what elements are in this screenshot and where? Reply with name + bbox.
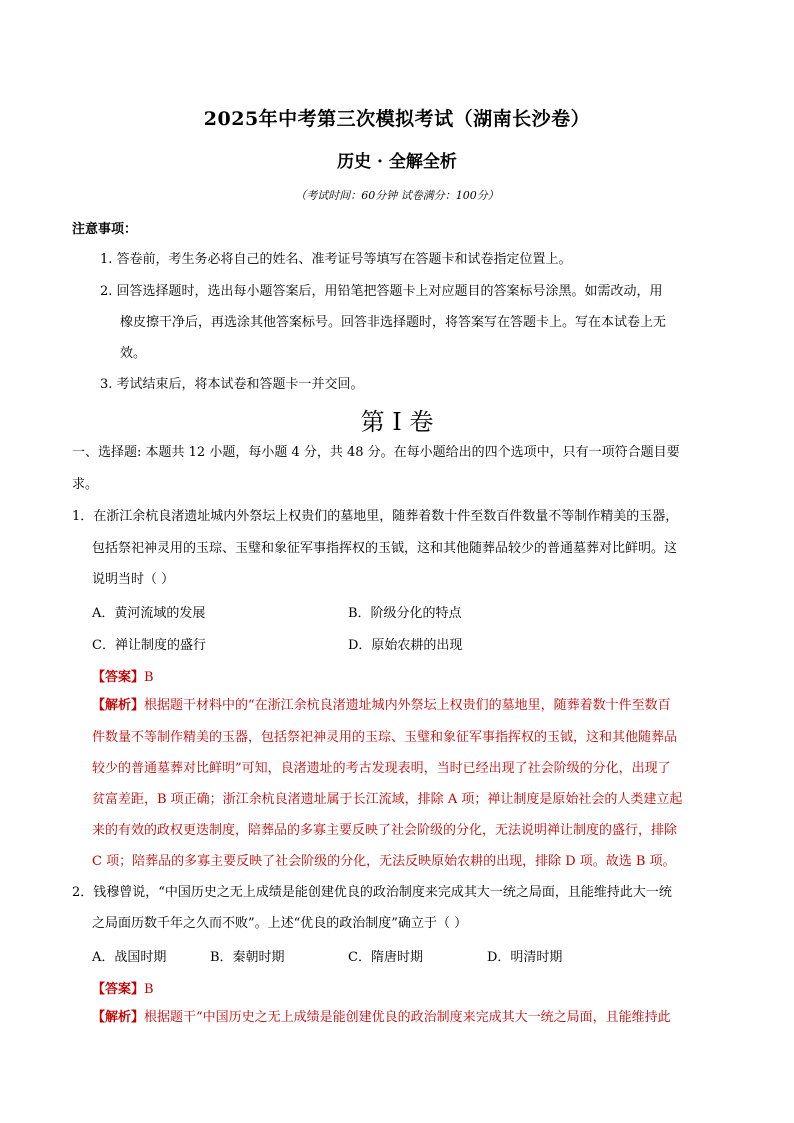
section-intro: 一、选择题: 本题共 12 小题，每小题 4 分，共 48 分。在每小题给出的四个选项中，只有一项符合题目要 [72, 445, 680, 460]
q2-stem: 2．钱穆曾说，“中国历史之无上成绩是能创建优良的政治制度来完成其大一统之局面，且能维持此大一统 [72, 885, 672, 900]
q2-option-d: D．明清时期 [487, 950, 563, 965]
q1-analysis-line-3: 较少的普通墓葬对比鲜明”可知，良渚遗址的考古发现表明，当时已经出现了社会阶级的分化，出现了 [92, 761, 671, 776]
q1-analysis-line-4: 贫富差距，B 项正确；浙江余杭良渚遗址属于长江流域，排除 A 项；禅让制度是原始社会的人类建立起 [92, 792, 683, 807]
q2-answer-tag: 【答案】 [92, 982, 145, 997]
q1-analysis [92, 697, 671, 715]
exam-info: （考试时间：60分钟 试卷满分：100分） [295, 189, 499, 202]
q2-option-a: A．战国时期 [92, 950, 167, 965]
notice-item-2-cont: 橡皮擦干净后，再选涂其他答案标号。回答非选择题时，将答案写在答题卡上。写在本试卷上无 [120, 315, 667, 330]
q2-analysis-tag: 【解析】 [92, 1010, 145, 1025]
q1-option-d: D．原始农耕的出现 [348, 638, 463, 653]
q1-analysis-tag: 【解析】 [92, 698, 145, 713]
q1-answer [92, 666, 154, 685]
page-subtitle: 历史 · 全解全析 [337, 152, 457, 172]
q2-analysis-text: 根据题干 [144, 1010, 197, 1025]
q1-answer-tag: 【答案】 [92, 670, 145, 685]
q2-stem-cont: 之局面历数千年之久而不败”。上述“优良的政治制度”确立于（ ） [92, 916, 468, 931]
q1-option-b: B．阶级分化的特点 [348, 606, 462, 621]
section-intro-cont: 求。 [72, 477, 99, 492]
q1-stem-cont: 包括祭祀神灵用的玉琮、玉璧和象征军事指挥权的玉钺，这和其他随葬品较少的普通墓葬对比鲜明。这 [92, 541, 678, 556]
q2-option-c: C．隋唐时期 [348, 950, 423, 965]
q2-answer [92, 978, 154, 997]
page-title: 2025年中考第三次模拟考试（湖南长沙卷） [203, 108, 591, 130]
q1-analysis-text: 根据题干材料中的 [144, 698, 249, 713]
q1-analysis-line-6: C 项；陪葬品的多寡主要反映了社会阶级的分化，无法反映原始农耕的出现，排除 D 项。故选 B 项。 [92, 854, 676, 869]
q2-analysis [92, 1009, 671, 1027]
q1-analysis-quote: “在浙江余杭良渚遗址城内外祭坛上权贵们的墓地里，随葬着数十件至数百 [248, 698, 671, 713]
q1-stem-cont2: 说明当时（ ） [92, 572, 175, 587]
section-heading: 第 I 卷 [360, 408, 434, 436]
q2-option-b: B．秦朝时期 [210, 950, 285, 965]
notice-item-1: 1. 答卷前，考生务必将自己的姓名、准考证号等填写在答题卡和试卷指定位置上。 [100, 252, 572, 267]
notice-item-3: 3. 考试结束后，将本试卷和答题卡一并交回。 [100, 377, 364, 392]
q1-option-c: C．禅让制度的盛行 [92, 638, 206, 653]
q1-analysis-line-2: 件数量不等制作精美的玉器，包括祭祀神灵用的玉琮、玉璧和象征军事指挥权的玉钺，这和其他随葬品 [92, 730, 678, 745]
q1-stem: 1．在浙江余杭良渚遗址城内外祭坛上权贵们的墓地里，随葬着数十件至数百件数量不等制作精美的玉器， [72, 509, 679, 524]
q2-answer-value: B [144, 982, 154, 997]
notice-title: 注意事项： [72, 222, 138, 237]
q2-analysis-quote: “中国历史之无上成绩是能创建优良的政治制度来完成其大一统之局面，且能维持此 [196, 1010, 671, 1025]
notice-item-2: 2. 回答选择题时，选出每小题答案后，用铅笔把答题卡上对应题目的答案标号涂黑。如需改动，用 [100, 284, 663, 299]
q1-analysis-line-5: 来的有效的政权更迭制度，陪葬品的多寡主要反映了社会阶级的分化，无法说明禅让制度的盛行，排除 [92, 823, 678, 838]
q1-answer-value: B [144, 670, 154, 685]
q1-option-a: A．黄河流域的发展 [92, 606, 206, 621]
notice-item-2-cont2: 效。 [120, 346, 147, 361]
